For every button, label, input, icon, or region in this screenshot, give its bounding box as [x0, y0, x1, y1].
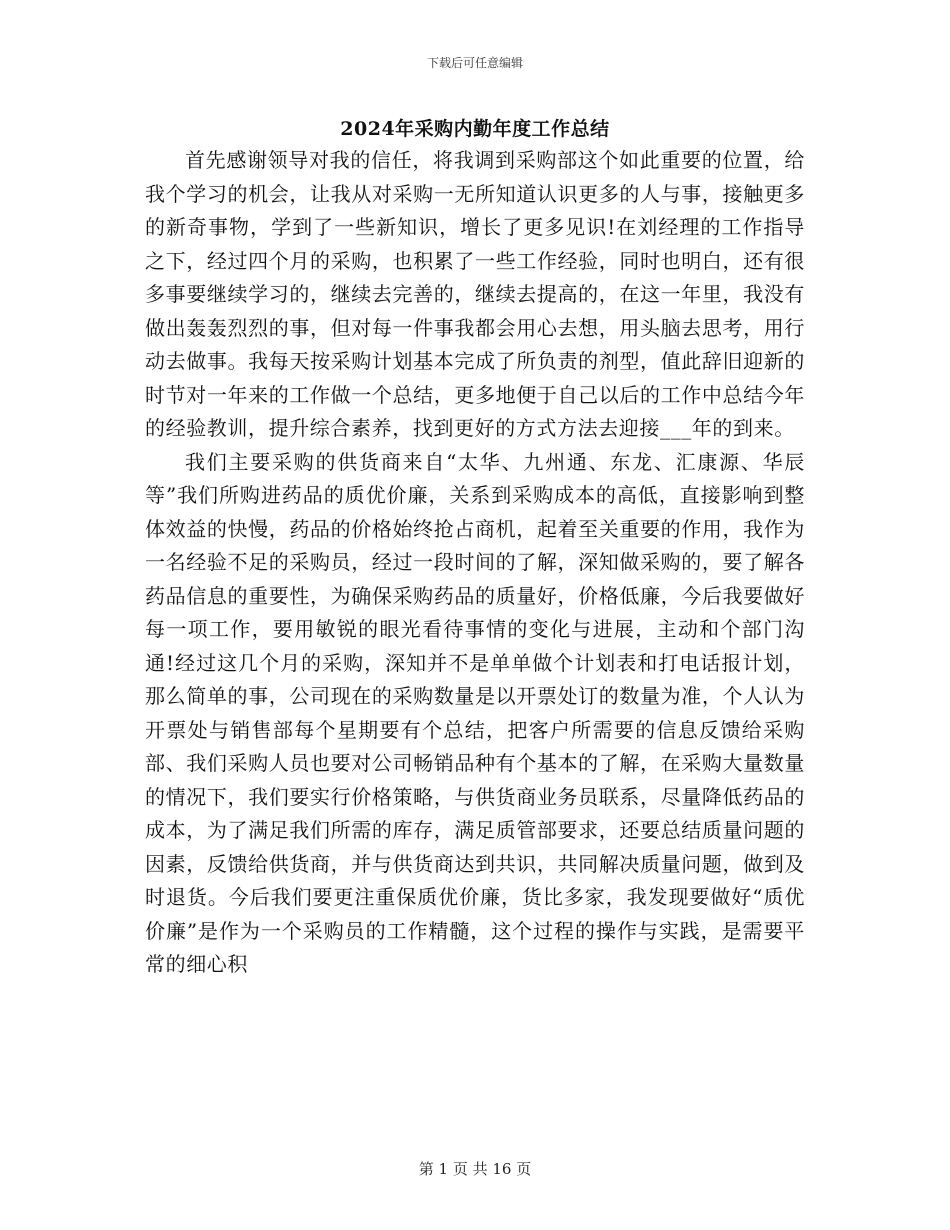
page-indicator: 第 1 页 共 16 页 — [418, 1160, 532, 1178]
paragraph-2: 我们主要采购的供货商来自“太华、九州通、东龙、汇康源、华辰等”我们所购进药品的质优价廉，关系到采购成本的高低，直接影响到整体效益的快慢，药品的价格始终抢占商机，起着至关重要的作用，我作为一名经验不足的采购员，经过一段时间的了解，深知做采购的，要了解各药品信息的重要性，为确保采购药品的质量好，价格低廉，今后我要做好每一项工作，要用敏锐的眼光看待事情的变化与进展，主动和个部门沟通!经过这几个月的采购，深知并不是单单做个计划表和打电话报计划，那么简单的事，公司现在的采购数量是以开票处订的数量为准，个人认为开票处与销售部每个星期要有个总结，把客户所需要的信息反馈给采购部、我们采购人员也要对公司畅销品种有个基本的了解，在采购大量数量的情况下，我们要实行价格策略，与供货商业务员联系，尽量降低药品的成本，为了满足我们所需的库存，满足质管部要求，还要总结质量问题的因素，反馈给供货商，并与供货商达到共识，共同解决质量问题，做到及时退货。今后我们要更注重保质优价廉，货比多家，我发现要做好“质优价廉”是作为一个采购员的工作精髓，这个过程的操作与实践，是需要平常的细心积 — [145, 449, 805, 976]
document-title: 2024年采购内勤年度工作总结 — [340, 118, 610, 140]
paragraph-1: 首先感谢领导对我的信任，将我调到采购部这个如此重要的位置，给我个学习的机会，让我从对采购一无所知道认识更多的人与事，接触更多的新奇事物，学到了一些新知识，增长了更多见识!在刘经理的工作指导之下，经过四个月的采购，也积累了一些工作经验，同时也明白，还有很多事要继续学习的，继续去完善的，继续去提高的，在这一年里，我没有做出轰轰烈烈的事，但对每一件事我都会用心去想，用头脑去思考，用行动去做事。我每天按采购计划基本完成了所负责的剂型，值此辞旧迎新的时节对一年来的工作做一个总结，更多地便于自己以后的工作中总结今年的经验教训，提升综合素养，找到更好的方式方法去迎接___年的到来。 — [145, 148, 805, 440]
header-note: 下载后可任意编辑 — [426, 56, 523, 70]
document-body — [145, 144, 805, 982]
